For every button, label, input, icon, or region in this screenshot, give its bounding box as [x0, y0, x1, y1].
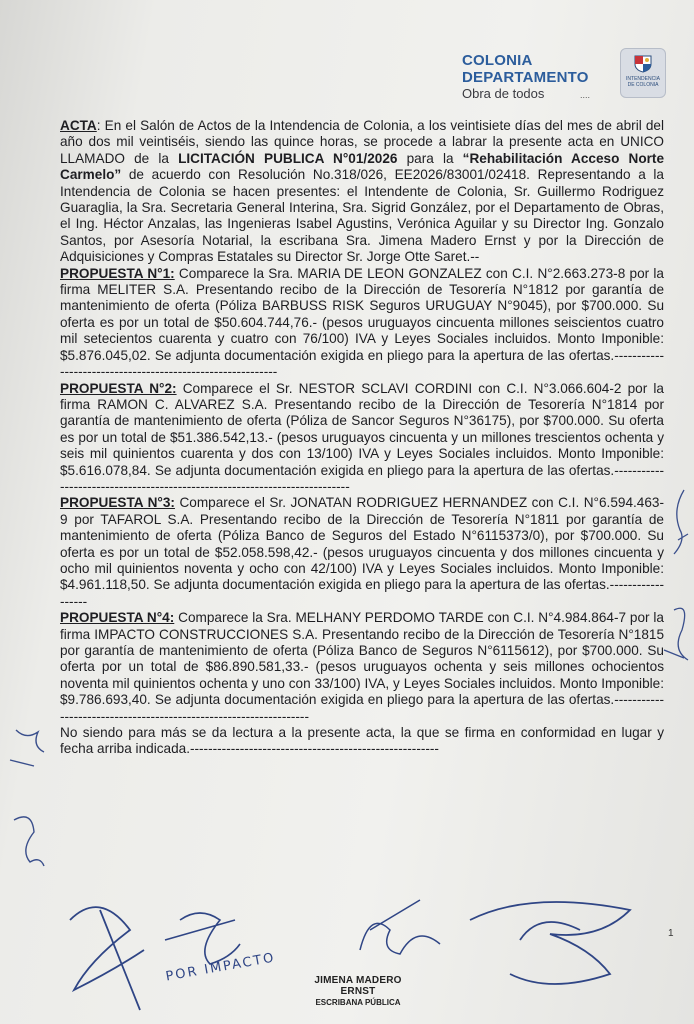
margin-signature-left	[4, 720, 54, 880]
proposal-heading: PROPUESTA N°4:	[60, 610, 175, 626]
handwritten-note: POR IMPACTO	[164, 950, 277, 985]
emblem-label: INTENDENCIA DE COLONIA	[626, 76, 660, 88]
brand-line-1: COLONIA	[462, 52, 533, 69]
proposal-text: Comparece la Sra. MARIA DE LEON GONZALEZ con C.I. N°2.663.273-8 por la firma MELITER S.A. Presentando recibo de la Dirección de Tesorería N°1812 por garantía de mantenimiento de oferta (Póliza BARBUSS RISK Seguros URUGUAY N°9045), por $700.000. Su oferta es por un total de $50.604.744,76.- (pesos uruguayos cincuenta millones seiscientos cuatro mil setecientos cuarenta y cuatro con 76/100) IVA y Leyes Sociales incluidos. Monto Imponible: $5.876.045,02. Se adjunta documentación exigida en pliego para la apertura de las ofertas.-----------------------------------------------------------	[60, 265, 664, 380]
proposal-heading: PROPUESTA N°1:	[60, 265, 175, 281]
margin-signature-right	[654, 480, 694, 680]
closing-statement: No siendo para más se da lectura a la presente acta, la que se firma en conformidad en lugar y fecha arriba indicada.-------------------------------------------------------	[60, 725, 664, 757]
brand-dots: ....	[580, 90, 591, 100]
proposal-heading: PROPUESTA N°3:	[60, 495, 175, 511]
proposal-3	[60, 495, 664, 610]
proposal-2	[60, 381, 664, 496]
acta-lead: ACTA	[60, 118, 97, 133]
page-number: 1	[668, 928, 674, 939]
proposal-heading: PROPUESTA N°2:	[60, 380, 177, 396]
project-name: “Rehabilitación Acceso Norte Carmelo”	[60, 150, 665, 183]
brand-title	[462, 52, 589, 86]
stamp-name: JIMENA MADERO ERNST	[314, 975, 402, 997]
proposal-text: Comparece la Sra. MELHANY PERDOMO TARDE con C.I. N°4.984.864-7 por la firma IMPACTO CONSTRUCCIONES S.A. Presentando recibo de la Dirección de Tesorería N°1815 por garantía de mantenimiento de oferta (Póliza Banco de Seguros N°6115612), por $700.000. Su oferta por un total de $86.890.581,33.- (pesos uruguayos ochenta y seis millones ochocientos noventa mil quinientos ochenta y uno con 33/100) IVA, y Leyes Sociales incluidos. Monto Imponible: $9.786.693,40. Se adjunta documentación exigida en pliego para la apertura de las ofertas.------------------------------------------------------------------	[60, 610, 664, 724]
intendencia-logo	[620, 48, 666, 98]
notary-stamp	[298, 975, 418, 1007]
shield-icon	[633, 55, 653, 73]
acta-text-c: para la	[397, 150, 463, 166]
proposal-text: Comparece el Sr. JONATAN RODRIGUEZ HERNANDEZ con C.I. N°6.594.463-9 por TAFAROL S.A. Presentando recibo de la Dirección de Tesorería N°1811 por garantía de mantenimiento de oferta (Póliza Banco de Seguros del Estado N°6115373/0), por $700.000. Su oferta es por un total de $52.058.598,42.- (pesos uruguayos cincuenta y dos millones cincuenta y ocho mil quinientos noventa y ocho con 42/100) IVA y Leyes Sociales incluidos. Monto Imponible: $4.961.118,50. Se adjunta documentación exigida en pliego para la apertura de las ofertas.------------------	[60, 495, 664, 609]
proposal-4	[60, 610, 664, 725]
proposal-1	[60, 266, 664, 381]
acta-text-a: : En el Salón de Actos de la Intendencia de Colonia, a los veintisiete días del mes de abril del año dos mil veintiséis, siendo las quince horas, se procede a labrar la presente acta en UNICO LLAMADO de la	[60, 118, 664, 166]
brand-line-2: DEPARTAMENTO	[462, 69, 589, 86]
stamp-role: ESCRIBANA PÚBLICA	[315, 998, 401, 1007]
acta-intro	[60, 118, 664, 266]
proposal-text: Comparece el Sr. NESTOR SCLAVI CORDINI con C.I. N°3.066.604-2 por la firma RAMON C. ALVAREZ S.A. Presentando recibo de la Dirección de Tesorería N°1814 por garantía de mantenimiento de oferta (Póliza de Sancor Seguros N°36175), por $700.000. Su oferta es por un total de $51.386.542,13.- (pesos uruguayos cincuenta y un millones trescientos ochenta y seis mil quinientos cuarenta y dos con 13/100) IVA y Leyes Sociales incluidos. Monto Imponible: $5.616.078,84. Se adjunta documentación exigida en pliego para la apertura de las ofertas.---------------------------------------------------------------------------	[60, 380, 664, 494]
licitacion-number: LICITACIÓN PUBLICA N°01/2026	[178, 150, 398, 166]
acta-text-e: de acuerdo con Resolución No.318/026, EE2026/83001/02418. Representando a la Intendencia de Colonia se hacen presentes: el Intendente de Colonia, Sr. Guillermo Rodriguez Guaraglia, la Sra. Secretaria General Interina, Sra. Sigrid González, por el Departamento de Obras, el Ing. Héctor Anzalas, las Ingenieras Isabel Agustins, Verónica Aguilar y su Director Ing. Gonzalo Santos, por Asesoría Notarial, la escribana Sra. Jimena Madero Ernst y por la Dirección de Adquisiciones y Compras Estatales su Director Sr. Jorge Otte Saret.--	[60, 167, 664, 265]
letterhead	[460, 46, 670, 106]
brand-tagline: Obra de todos	[462, 86, 545, 101]
acta-body	[60, 118, 664, 758]
